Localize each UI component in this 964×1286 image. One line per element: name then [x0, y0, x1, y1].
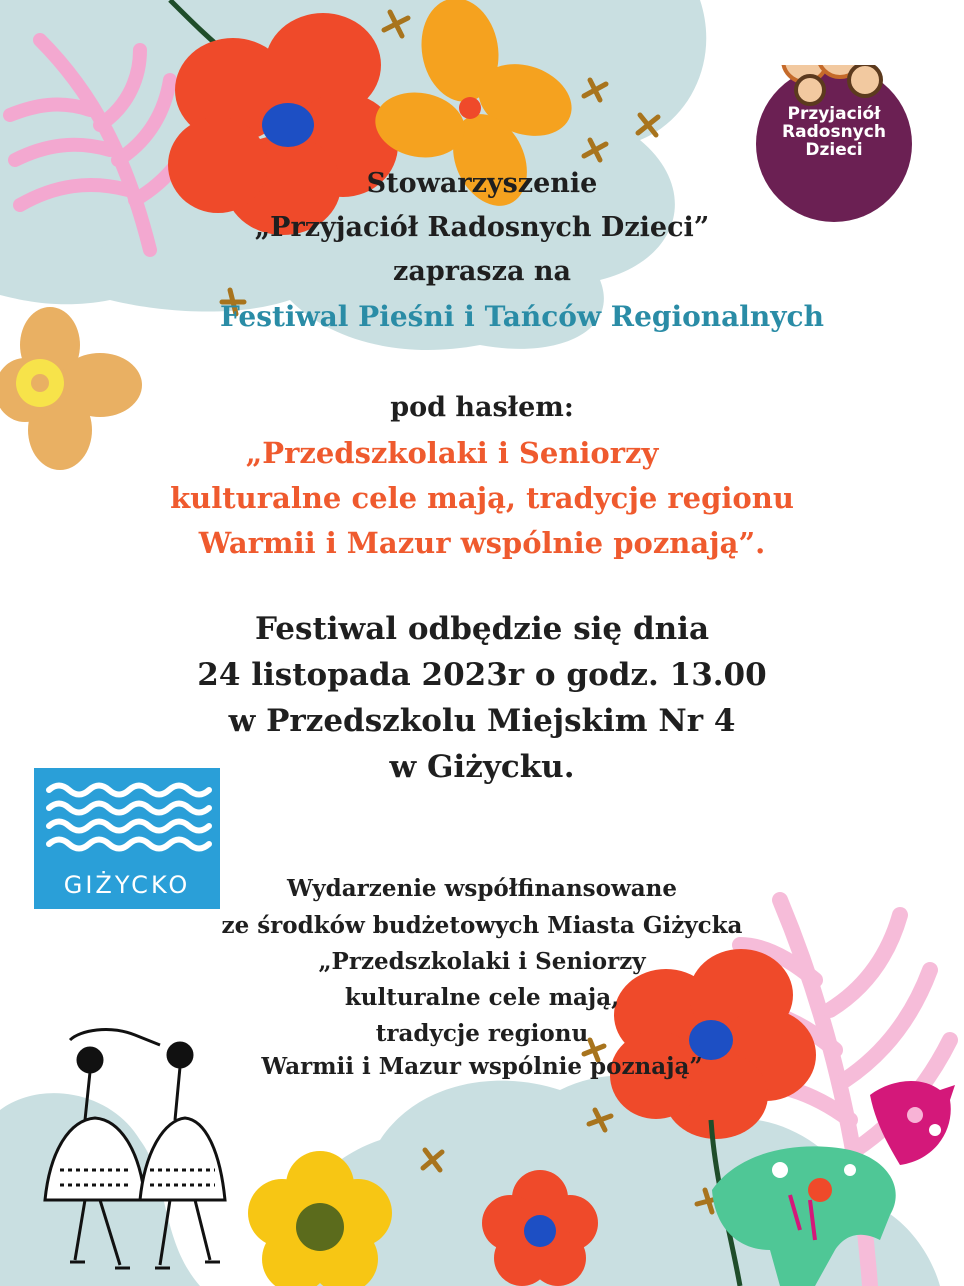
funding-line: Wydarzenie współfinansowane [286, 875, 678, 902]
festival-name: Festiwal Pieśni i Tańców Regionalnych [220, 300, 824, 333]
funding-line: „Przedszkolaki i Seniorzy [318, 948, 646, 975]
folk-bird-icon [870, 1081, 955, 1165]
waves-icon [34, 768, 220, 868]
funding-line: ze środków budżetowych Miasta Giżycka [221, 912, 743, 939]
logo-line: Przyjaciół [787, 104, 881, 124]
organization-type: Stowarzyszenie [366, 168, 598, 199]
event-venue: w Przedszkolu Miejskim Nr 4 [228, 703, 736, 739]
organization-logo [755, 65, 913, 223]
gizycko-logo-text: GIŻYCKO [63, 871, 191, 899]
event-date-time: 24 listopada 2023r o godz. 13.00 [197, 657, 767, 693]
logo-line: Radosnych [782, 122, 886, 142]
slogan-line: „Przedszkolaki i Seniorzy [245, 436, 659, 470]
logo-line: Dzieci [805, 140, 863, 160]
event-city: w Giżycku. [389, 749, 575, 785]
organization-logo-text [755, 105, 913, 159]
slogan-intro: pod hasłem: [390, 392, 574, 423]
slogan-line: kulturalne cele mają, tradycje regionu [170, 481, 794, 515]
invitation-text: zaprasza na [393, 256, 571, 287]
organization-name: „Przyjaciół Radosnych Dzieci” [254, 212, 710, 243]
slogan-line: Warmii i Mazur wspólnie poznają”. [198, 526, 766, 560]
funding-line: Warmii i Mazur wspólnie poznają” [261, 1053, 703, 1080]
event-details-line: Festiwal odbędzie się dnia [254, 611, 710, 647]
funding-line: tradycje regionu [375, 1020, 589, 1047]
funding-line: kulturalne cele mają, [344, 984, 620, 1011]
